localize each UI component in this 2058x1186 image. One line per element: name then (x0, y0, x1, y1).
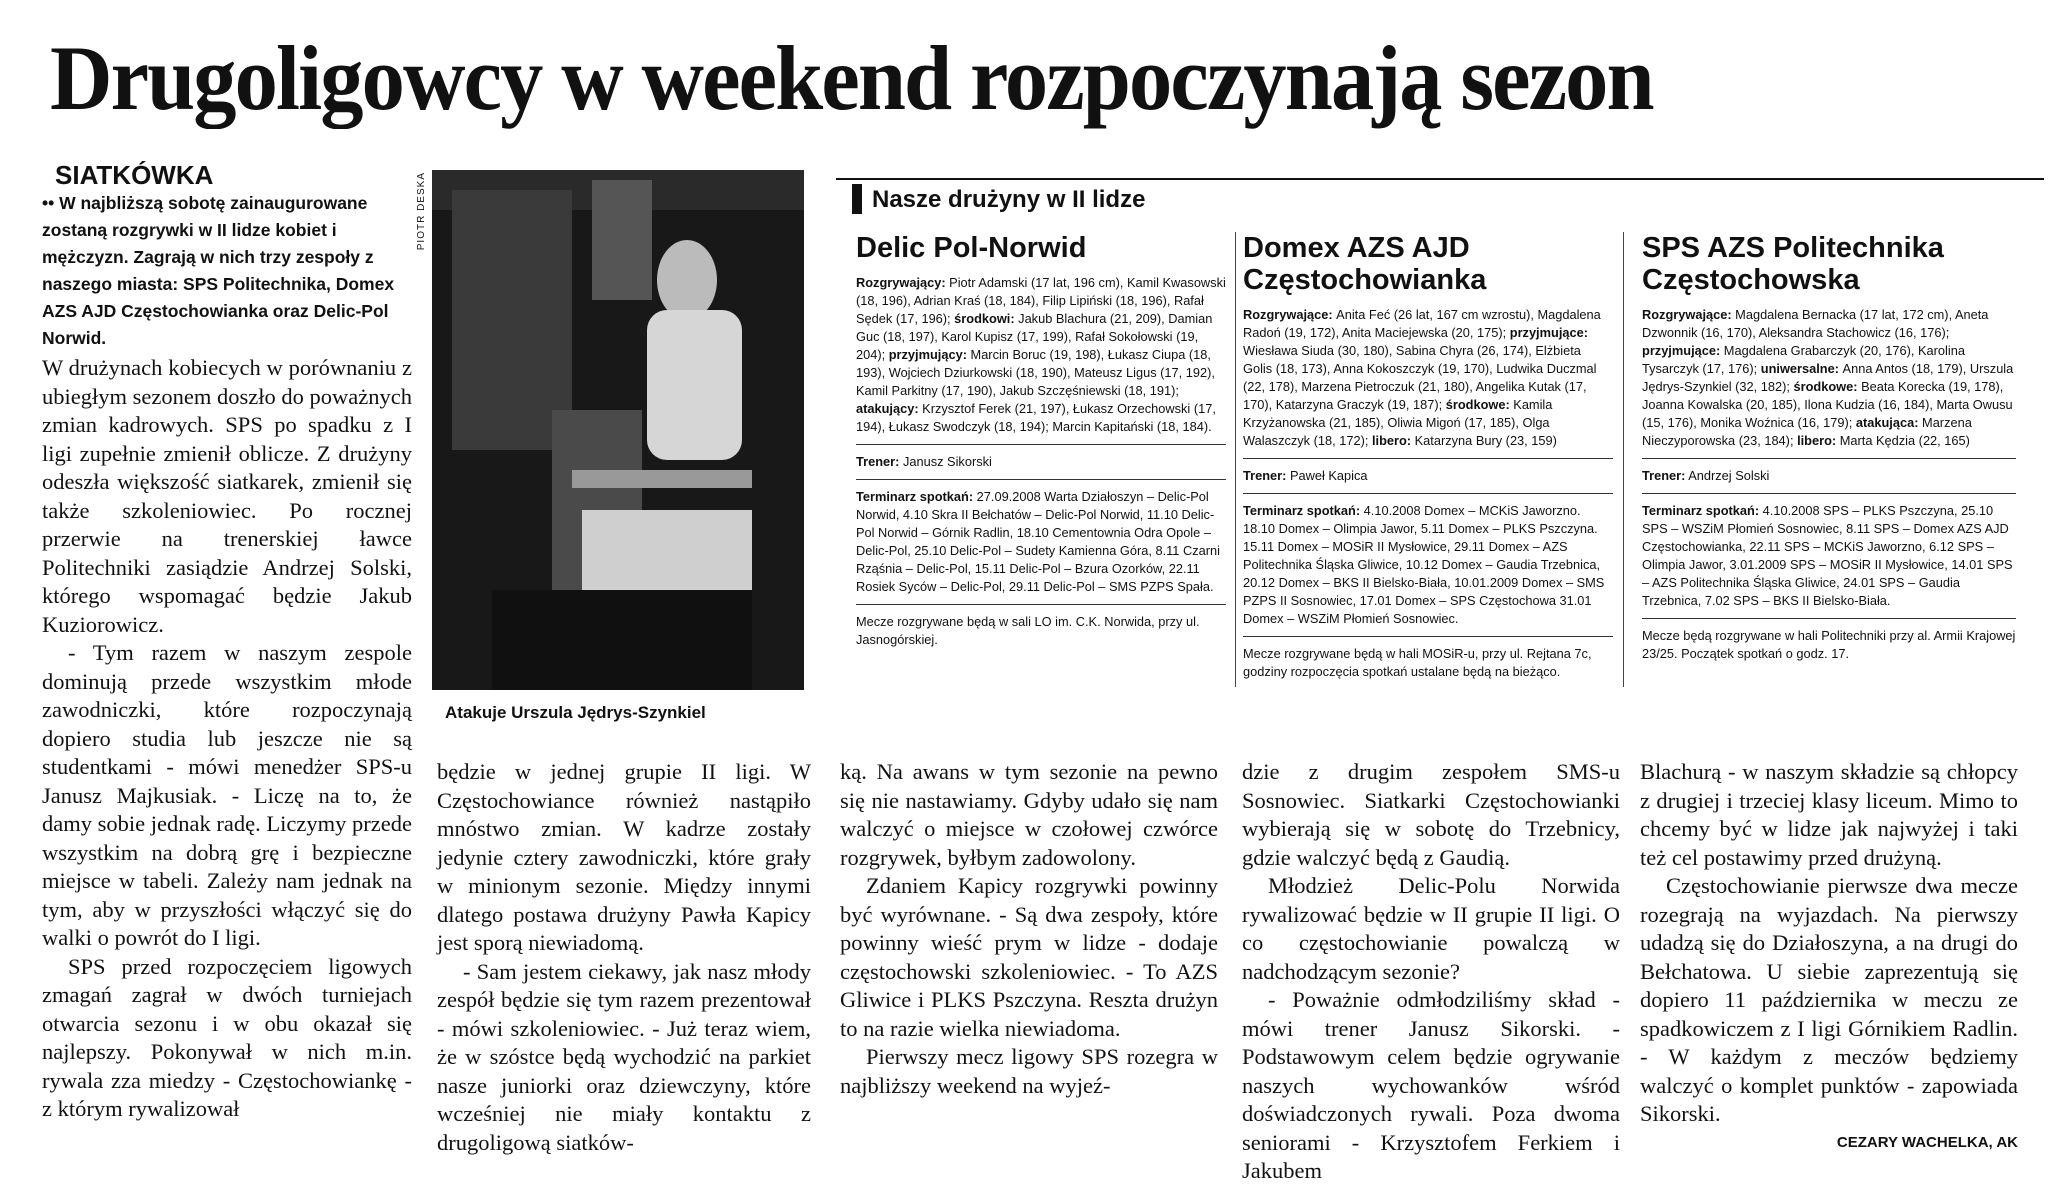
article-column-5 (1640, 758, 2018, 1129)
team-schedule: Terminarz spotkań: 4.10.2008 Domex – MCKiS Jaworzno. 18.10 Domex – Olimpia Jawor, 5.11 Domex – PLKS Pszczyna. 15.11 Domex – MOSiR II Mysłowice, 29.11 Domex – AZS Politechnika Śląska Gliwice, 10.12 Domex – Gaudia Trzebnica, 20.12 Domex – BKS II Bielsko-Biała, 10.01.2009 Domex – SMS PZPS II Sosnowiec, 17.01 Domex – SPS Częstochowa 31.01 Domex – WSZiM Płomień Sosnowiec. (1243, 503, 1605, 626)
team-name: SPS AZS Politechnika Częstochowska (1642, 232, 1944, 296)
article-column-1 (42, 354, 412, 1124)
lead-paragraph: •• W najbliższą sobotę zainaugurowane zostaną rozgrywki w II lidze kobiet i mężczyzn. Zagrają w nich trzy zespoły z naszego miasta: SPS Politechnika, Domex AZS AJD Częstochowianka oraz Delic-Pol Norwid. (42, 193, 395, 348)
article-column-4 (1242, 758, 1620, 1186)
paragraph: - Poważnie odmłodziliśmy skład - mówi trener Janusz Sikorski. - Podstawowym celem będzie ogrywanie naszych wychowanków wśród doświadczonych rywali. Poza dwoma seniorami - Krzysztofem Ferkiem i Jakubem (1242, 987, 1620, 1183)
paragraph: Częstochowianie pierwsze dwa mecze rozegrają na wyjazdach. Na pierwszy udadzą się do Działoszyna, a na drugi do Bełchatowa. U siebie zaprezentują się dopiero 11 października w meczu ze spadkowiczem z I ligi Górnikiem Radlin. - W każdym z meczów będziemy walczyć o komplet punktów - zapowiada Sikorski. (1640, 873, 2018, 1126)
article-column-3 (840, 758, 1218, 1100)
photo-caption: Atakuje Urszula Jędrys-Szynkiel (445, 703, 706, 722)
team-roster: Rozgrywające: Anita Feć (26 lat, 167 cm wzrostu), Magdalena Radoń (19, 172), Anita Maciejewska (20, 175); przyjmujące: Wiesława Siuda (30, 180), Sabina Chyra (26, 174), Elżbieta Golis (18, 173), Anna Kokoszczyk (19, 170), Ludwika Duczmal (22, 178), Marzena Pietroczuk (21, 180), Angelika Kutak (17, 170), Katarzyna Graczyk (19, 187); środkowe: Kamila Krzyżanowska (21, 185), Oliwia Migoń (17, 185), Olga Walaszczyk (18, 172); libero: Katarzyna Bury (23, 159) (1243, 307, 1601, 448)
photo-credit: PIOTR DESKA (416, 172, 427, 251)
team-schedule: Terminarz spotkań: 27.09.2008 Warta Działoszyn – Delic-Pol Norwid, 4.10 Skra II Bełchatów – Delic-Pol Norwid, 11.10 Delic-Pol Norwid – Górnik Radlin, 18.10 Cementownia Odra Opole – Delic-Pol, 25.10 Delic-Pol – Sudety Kamienna Góra, 8.11 Czarni Rząśnia – Delic-Pol, 15.11 Delic-Pol – Bzura Ozorków, 22.11 Rosiek Syców – Delic-Pol, 29.11 Delic-Pol – SMS PZPS Spała. (856, 489, 1220, 594)
paragraph: Pierwszy mecz ligowy SPS rozegra w najbliższy weekend na wyjeź- (840, 1044, 1218, 1098)
paragraph: W drużynach kobiecych w porównaniu z ubiegłym sezonem doszło do poważnych zmian kadrowych. SPS po spadku z I ligi zupełnie zmienił oblicze. Z drużyny odeszła większość siatkarek, zmienił się także szkoleniowiec. Po rocznej przerwie na trenerskiej ławce Politechniki zasiądzie Andrzej Solski, którego wspomagać będzie Jakub Kuziorowicz. (42, 355, 412, 637)
paragraph: Młodzież Delic-Polu Norwida rywalizować będzie w II grupie II ligi. O co częstochowianie powalczą w nadchodzącym sezonie? (1242, 873, 1620, 984)
column-divider (1235, 232, 1236, 687)
team-schedule: Terminarz spotkań: 4.10.2008 SPS – PLKS Pszczyna, 25.10 SPS – WSZiM Płomień Sosnowiec, 8.11 SPS – Domex AZS AJD Częstochowianka, 22.11 SPS – MCKiS Jaworzno, 6.12 SPS – Olimpia Jawor, 3.01.2009 SPS – MOSiR II Mysłowice, 14.01 SPS – AZS Politechnika Śląska Gliwice, 24.01 SPS – Gaudia Trzebnica, 7.02 SPS – BKS II Bielsko-Biała. (1642, 503, 2013, 608)
section-kicker: SIATKÓWKA (55, 160, 214, 190)
divider (1243, 458, 1613, 459)
article-photo (432, 170, 804, 690)
volleyball-photo-graphic (432, 170, 804, 690)
team-venue: Mecze rozgrywane będą w hali MOSiR-u, przy ul. Rejtana 7c, godziny rozpoczęcia spotkań ustalane będą na bieżąco. (1243, 646, 1592, 679)
paragraph: Zdaniem Kapicy rozgrywki powinny być wyrównane. - Są dwa zespoły, które powinny wieść prym w lidze - dodaje częstochowski szkoleniowiec. - To AZS Gliwice i PLKS Pszczyna. Reszta drużyn to na razie wielka niewiadoma. (840, 873, 1218, 1041)
divider (856, 604, 1226, 605)
info-box-title: Nasze drużyny w II lidze (872, 186, 1146, 213)
info-box-top-rule (836, 178, 2044, 180)
team-roster: Rozgrywające: Magdalena Bernacka (17 lat, 172 cm), Aneta Dzwonnik (16, 170), Aleksandra Stachowicz (16, 176); przyjmujące: Magdalena Grabarczyk (20, 176), Karolina Tysarczyk (17, 176); uniwersalne: Anna Antos (18, 179), Urszula Jędrys-Szynkiel (32, 182); środkowe: Beata Korecka (19, 178), Joanna Kowalska (20, 185), Ilona Kudzia (16, 184), Marta Owusu (15, 176), Monika Woźnica (16, 179); atakująca: Marzena Nieczyporowska (23, 184); libero: Marta Kędzia (22, 165) (1642, 307, 2014, 448)
paragraph: Blachurą - w naszym składzie są chłopcy z drugiej i trzeciej klasy liceum. Mimo to chcemy być w lidze jak najwyżej i taki też cel postawimy przed drużyną. (1640, 759, 2018, 870)
team-coach: Trener: Janusz Sikorski (856, 454, 992, 469)
column-divider (1623, 232, 1624, 687)
team-card-domex (1243, 232, 1613, 689)
divider (1642, 493, 2016, 494)
divider (1243, 636, 1613, 637)
article-column-2 (437, 758, 811, 1157)
team-card-sps (1642, 232, 2016, 671)
paragraph: - Tym razem w naszym zespole dominują przede wszystkim młode zawodniczki, które rozpoczynają dopiero studia lub jeszcze nie są studentkami - mówi menedżer SPS-u Janusz Majkusiak. - Liczę na to, że damy sobie jednak radę. Liczymy przede wszystkim na dobrą grę i bezpieczne miejsce w tabeli. Zależy nam jednak na tym, aby w przyszłości włączyć się do walki o powrót do I ligi. (42, 640, 412, 950)
team-roster: Rozgrywający: Piotr Adamski (17 lat, 196 cm), Kamil Kwasowski (18, 196), Adrian Kraś (18, 184), Filip Lipiński (18, 196), Rafał Sędek (17, 196); środkowi: Jakub Blachura (21, 209), Damian Guc (18, 197), Karol Kupisz (17, 199), Rafał Sokołowski (19, 204); przyjmujący: Marcin Boruc (19, 198), Łukasz Ciupa (18, 193), Wojciech Dziurkowski (18, 190), Mateusz Ligus (17, 192), Kamil Parkitny (17, 190), Jakub Szczęśniewski (18, 191); atakujący: Krzysztof Ferek (21, 197), Łukasz Orzechowski (17, 194), Łukasz Swodczyk (18, 194); Marcin Kapitański (18, 184). (856, 275, 1226, 434)
paragraph: - Sam jestem ciekawy, jak nasz młody zespół będzie się tym razem prezentował - mówi szkoleniowiec. - Już teraz wiem, że w szóstce będą wychodzić na parkiet nasze juniorki oraz dziewczyny, które wcześniej nie miały kontaktu z drugoligową siatków- (437, 958, 811, 1155)
team-venue: Mecze będą rozgrywane w hali Politechniki przy al. Armii Krajowej 23/25. Początek spotkań o godz. 17. (1642, 628, 2016, 661)
team-venue: Mecze rozgrywane będą w sali LO im. C.K. Norwida, przy ul. Jasnogórskiej. (856, 614, 1200, 647)
team-card-delic-pol (856, 232, 1226, 657)
headline: Drugoligowcy w weekend rozpoczynają sezon (50, 27, 1653, 129)
author-signature: CEZARY WACHELKA, AK (1836, 1134, 2018, 1151)
divider (856, 444, 1226, 445)
team-coach: Trener: Paweł Kapica (1243, 468, 1368, 483)
divider (856, 479, 1226, 480)
paragraph: dzie z drugim zespołem SMS-u Sosnowiec. Siatkarki Częstochowianki wybierają się w sobotę do Trzebnicy, gdzie walczyć będą z Gaudią. (1242, 759, 1620, 870)
divider (1642, 458, 2016, 459)
paragraph: SPS przed rozpoczęciem ligowych zmagań zagrał w dwóch turniejach otwarcia sezonu i w obu okazał się najlepszy. Pokonywał w nich m.in. rywala zza miedzy - Częstochowiankę - z którym rywalizował (42, 953, 412, 1121)
divider (1243, 493, 1613, 494)
team-name: Delic Pol-Norwid (856, 232, 1087, 264)
paragraph: ką. Na awans w tym sezonie na pewno się nie nastawiamy. Gdyby udało się nam walczyć o miejsce w czołowej czwórce rozgrywek, byłbym zadowolony. (840, 759, 1218, 870)
paragraph: będzie w jednej grupie II ligi. W Częstochowiance również nastąpiło mnóstwo zmian. W kadrze zostały jedynie cztery zawodniczki, które grały w minionym sezonie. Między innymi dlatego postawa drużyny Pawła Kapicy jest sporą niewiadomą. (437, 759, 811, 955)
team-coach: Trener: Andrzej Solski (1642, 468, 1770, 483)
team-name: Domex AZS AJD Częstochowianka (1243, 232, 1487, 296)
divider (1642, 618, 2016, 619)
